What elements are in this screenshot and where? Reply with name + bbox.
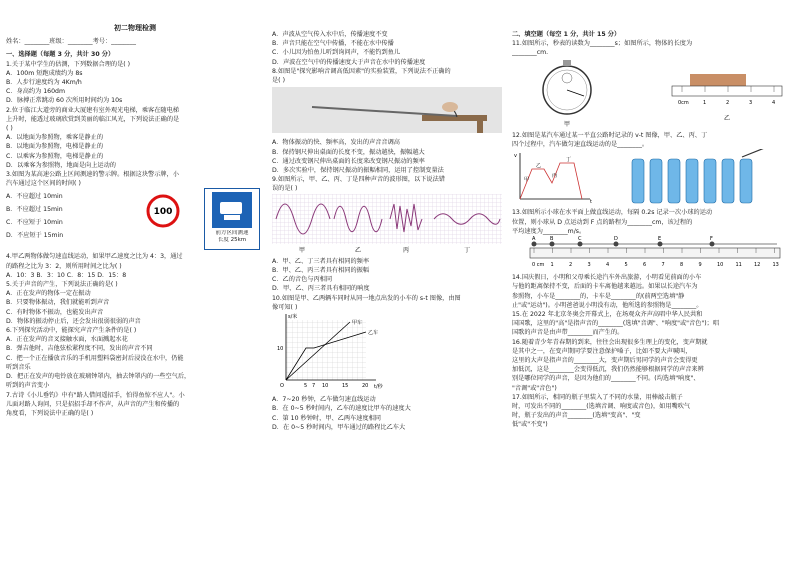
vt-segment: 甲 (524, 177, 530, 184)
q13-line: 平均速度为________m/s。 (512, 227, 586, 235)
q15-line: 15.在 2022 年北京冬奥会开幕式上，在场观众齐声高唱中华人民共和 (512, 311, 703, 319)
wave-label: 乙 (354, 246, 362, 254)
q4-line: 4.甲乙两物体做匀速直线运动，如果甲乙速度之比为 4：3，通过 (6, 253, 183, 261)
section-2-heading: 二、填空题（每空 1 分，共计 15 分） (512, 31, 621, 38)
ball-ruler-figure (512, 236, 790, 270)
ruler-mark: 1 (703, 99, 707, 106)
q17-line: 时，可发出不同的________(选填音调、响度或音色)，如用嘴吹气 (512, 403, 691, 411)
q14-line: 参照物，小车是________的，卡车是________的(前两空选填"静 (512, 292, 685, 300)
ball-letter: A (532, 236, 536, 243)
q17-line: 低"或"不变") (512, 421, 548, 429)
sign-text: 长度 25km (217, 237, 247, 244)
vt-segment: 丙 (552, 173, 558, 180)
q5-option: C．有时物体不振动，也能发出声音 (6, 308, 104, 316)
ruler-tick-label: 11 (735, 262, 742, 269)
q8-option: B．保持钢尺伸出桌面的长度不变，振动越快，振幅越大 (272, 148, 425, 156)
q10-option: B．在 0~5 秒时间内，乙车的速度比甲车的速度大 (272, 405, 411, 413)
ball-letter: F (710, 236, 713, 243)
q2-option: A．以地面为参照物，乘客是静止的 (6, 134, 104, 142)
graph-ytick: 10 (277, 346, 284, 353)
q13-line: 13.如图所示小球在水平面上做直线运动，每隔 0.2s 记录一次小球的运动 (512, 209, 713, 217)
ruler-tick-label: 10 (717, 262, 724, 269)
ball-letter: D (614, 236, 618, 243)
waveform-figure (272, 194, 502, 254)
vt-segment: 乙 (536, 163, 542, 170)
q9-option: C．乙的音色与丙相同 (272, 276, 333, 284)
q14-line: 与他的距离保持不变，后面的卡车离他越来越远。如果以长途汽车为 (512, 283, 698, 291)
q10-option: C．第 10 秒钟时，甲、乙两车速度相同 (272, 414, 381, 422)
q6-option: A．正在发声的音叉接触水面，水面溅起水花 (6, 336, 128, 344)
q7-option: B．声音只能在空气中传播，不能在水中传播 (272, 40, 394, 48)
ruler-mark: 4 (772, 99, 776, 106)
q4-line: 的路程之比为 3：2，则所用时间之比为( ) (6, 262, 122, 270)
ruler-mark: 3 (749, 99, 753, 106)
camera-icon (212, 192, 252, 228)
q16-line: 16.随着青少年青春期的到来，往往会出现很多生理上的变化，变声期就 (512, 338, 708, 346)
q13-line: 位置，则小球从 D 点运动到 F 点的路程为________cm，该过程的 (512, 218, 693, 226)
st-graph (272, 312, 392, 392)
section-1-heading: 一、选择题（每题 3 分，共计 30 分） (6, 51, 115, 59)
section-speed-sign (204, 188, 260, 250)
q6-option: B．弹吉他时，吉他弦松紧程度不同，发出的声音不同 (6, 345, 153, 353)
q5-option: D．物体的振动停止后，还会发出很弱很弱的声音 (6, 317, 141, 325)
q3-block (6, 188, 264, 248)
q12-line: 四个过程中，汽车做匀速直线运动的是________。 (512, 141, 649, 149)
ruler-tick-label: 13 (772, 262, 779, 269)
q11-line: 11.如图所示，秒表的读数为________s；如图所示，物体的长度为 (512, 40, 693, 48)
q8-option: A．物体振动的快、频率高，发出的声音音调高 (272, 139, 400, 147)
figure-label-b: 乙 (723, 114, 731, 122)
q17-line: 17.如图所示，相同的瓶子里装入了不同的水量，用棒敲击瓶子 (512, 393, 683, 401)
q14-line: 止"或"运动")。小明爸爸说小明没有动，他所选的参照物是________。 (512, 301, 703, 309)
ruler-tick-label: 0 cm (532, 262, 545, 269)
ruler-tick-label: 2 (569, 262, 573, 269)
ruler-tick-label: 1 (550, 262, 554, 269)
q1-option: C．身高约为 160dm (6, 88, 65, 96)
q8-line: 8.如图是"探究影响音调高低因素"的实验装置，下列说法不正确的 (272, 67, 451, 75)
q4-options: A．10：3 B．3：10 C．8：15 D．15：8 (6, 271, 127, 279)
ruler-tick-label: 4 (606, 262, 610, 269)
q3-option: B．不应超过 15min (6, 206, 63, 214)
sign-text: 前方区间测速 (215, 230, 249, 237)
q6-line: 6.下列探究活动中，能探究声音产生条件的是( ) (6, 327, 137, 335)
ball-letter: E (658, 236, 662, 243)
q17-line: 时，瓶子发出的声音________(选填"变高"、"变 (512, 412, 641, 420)
q1-option: B．人步行速度约为 4Km/h (6, 79, 82, 87)
q10-line: 像可知( ) (272, 303, 298, 311)
ball-position (550, 242, 555, 247)
q16-line: 是其中之一，在变声期同学要注意保护嗓子，比如不要大声喊叫， (512, 347, 692, 355)
q7-option: C．小儿因为怕鱼儿听到询问声，不能钓到鱼儿 (272, 49, 401, 57)
ball-letter: B (550, 236, 554, 243)
graph-xtick: 10 (322, 383, 329, 390)
ball-letter: C (578, 236, 582, 243)
q8-option: D．多次实验中，保持钢尺振动的振幅相同，运用了控制变量法 (272, 167, 444, 175)
q16-line: 加低沉，这是________会变得低沉，我们仍然能够根据同学的声音来辨 (512, 366, 704, 374)
q10-option: D．在 0~5 秒时间内，甲车通过的路程比乙车大 (272, 423, 406, 431)
q12-line: 12.如图是某汽车通过某一平直公路时记录的 v-t 图像，甲、乙、丙、丁 (512, 131, 708, 139)
ruler-mark: 2 (726, 99, 730, 106)
q9-line: 9.如图所示，甲、乙、丙、丁是四种声音的波形图，以下说法错 (272, 176, 445, 184)
q7-line: 7.古诗《小儿垂钓》中有"路人借问遥招手，怕得鱼惊不应人"。小 (6, 391, 185, 399)
ruler-tick-label: 12 (754, 262, 761, 269)
q5-option: B．只要物体振动，我们就能听到声音 (6, 299, 110, 307)
ruler-tick-label: 8 (680, 262, 684, 269)
q16-line: 别是哪位同学的声音，是因为他们的________不同。(均选填"响度"、 (512, 375, 700, 383)
speed-limit-sign (146, 194, 180, 228)
q9-option: B．甲、乙、丙三者具有相同的振幅 (272, 267, 370, 275)
figure-label-a: 甲 (563, 120, 571, 128)
q2-line: ( ) (6, 125, 13, 133)
q6-option: 听到的声音变小 (6, 382, 50, 390)
graph-ylabel: s/米 (288, 314, 298, 321)
ball-position (578, 242, 583, 247)
stopwatch-ruler-figure (512, 58, 790, 128)
wave-label: 丁 (463, 246, 471, 254)
ball-position (614, 242, 619, 247)
q9-option: A．甲、乙、丁三者具有相同的频率 (272, 257, 370, 265)
q10-line: 10.如图是甲、乙两辆车同时从同一地点出发的小车的 s-t 图像，由图 (272, 294, 461, 302)
q15-line: 国歌的声音是由声带________而产生的。 (512, 329, 624, 337)
wave-label: 甲 (298, 246, 306, 254)
q16-line: 这里的大声是指声音的________大，变声期后男同学的声音会变得更 (512, 357, 698, 365)
q6-option: C．把一个正在播放音乐的手机用塑料袋密封后浸没在水中，仍能 (6, 354, 184, 362)
column-3 (512, 0, 790, 430)
q7-line: 角度看，下列说法中正确的是( ) (6, 409, 94, 417)
graph-xtick: 15 (342, 383, 349, 390)
ball-position (658, 242, 663, 247)
q8-line: 是( ) (272, 77, 285, 85)
q5-option: A．正在发声的物体一定在振动 (6, 290, 91, 298)
q5-line: 5.关于声音的产生，下列说法正确的是( ) (6, 281, 118, 289)
column-1 (6, 0, 264, 418)
q14-line: 14.国庆假日，小明和父母乘长途汽车外出旅游，小明看见前面的小车 (512, 274, 702, 282)
graph-origin: O (280, 383, 284, 390)
ball-position (532, 242, 537, 247)
graph-xtick: 20 (362, 383, 369, 390)
ruler-mark: 0cm (678, 99, 689, 106)
student-info-line: 姓名：________班级：________考号：________ (6, 38, 136, 46)
q2-line: 上升时，能透过玻璃欣赏到美丽的临江风光，下列说法正确的是 (6, 115, 180, 123)
graph-xtick: 5 (304, 383, 308, 390)
q3-option: D．不应短于 15min (6, 232, 64, 240)
q3-option: A．不应超过 10min (6, 193, 63, 201)
q15-line: 国国歌，这里的"高"是指声音的________(选填"音调"、"响度"或"音色")；唱 (512, 320, 720, 328)
graph-xtick: 7 (312, 383, 316, 390)
q7-line: 儿面对路人询问，只是招招手却不作声，从声音的产生和传播的 (6, 400, 180, 408)
ruler-tick-label: 3 (587, 262, 591, 269)
vt-axis-t: t (590, 199, 592, 206)
line-label-a: 甲车 (352, 320, 363, 327)
q1-option: D．脉搏正常跳动 60 次所用时间约为 10s (6, 97, 123, 105)
ruler-tick-label: 6 (643, 262, 647, 269)
exam-title: 初二物理检测 (114, 24, 156, 32)
ruler-tick-label: 9 (698, 262, 702, 269)
q7-option: D．声波在空气中的传播速度大于声音在水中的传播速度 (272, 58, 426, 66)
q3-line: 汽车通过这个区间的时间( ) (6, 180, 81, 188)
vt-segment: 丁 (566, 157, 572, 164)
q10-option: A．7~20 秒钟，乙车做匀速直线运动 (272, 396, 376, 404)
ruler-tick-label: 7 (661, 262, 665, 269)
q6-option: D．把正在发声的电铃放在玻璃钟罩内，抽去钟罩内的一些空气后， (6, 373, 191, 381)
q3-options (6, 190, 146, 242)
wave-label: 丙 (402, 246, 410, 254)
q2-option: C．以乘客为参照物，电梯是静止的 (6, 152, 104, 160)
q1-line: 1.关于某中学生的估测，下列数据合理的是( ) (6, 60, 131, 68)
q6-option: 听到音乐 (6, 363, 31, 371)
speed-limit-value: 100 (153, 207, 173, 218)
q2-option: B．以地面为参照物，电梯是静止的 (6, 143, 104, 151)
q9-option: D．甲、乙、丙三者具有相同的响度 (272, 285, 370, 293)
q7-option: A．声波从空气传入水中后，传播速度不变 (272, 31, 388, 38)
ruler-tick-label: 5 (624, 262, 628, 269)
q1-option: A．100m 短跑成绩约为 8s (6, 69, 83, 77)
q3-line: 3.如图为某高速公路上区间测速的警示牌。根据这块警示牌，小 (6, 171, 179, 179)
ruler-table-figure (272, 85, 502, 135)
line-label-b: 乙车 (368, 330, 379, 337)
q11-line: ________cm. (512, 49, 549, 57)
graph-xlabel: t/秒 (374, 384, 383, 391)
vt-axis-v: v (514, 153, 517, 160)
q16-line: "音调"或"音色") (512, 384, 557, 392)
ball-position (710, 242, 715, 247)
q9-line: 误的是( ) (272, 185, 298, 193)
q2-option: D．以乘客为参照物，地面是向上运动的 (6, 161, 116, 169)
q8-option: C．通过改变钢尺伸出桌面的长度来改变钢尺振动的频率 (272, 157, 425, 165)
q3-option: C．不应短于 10min (6, 219, 63, 227)
column-2 (272, 0, 507, 432)
q2-line: 2.位于临江大道旁的商业大厦建有室外观光电梯，乘客在随电梯 (6, 106, 179, 114)
vt-graph-and-bottles (512, 149, 790, 205)
